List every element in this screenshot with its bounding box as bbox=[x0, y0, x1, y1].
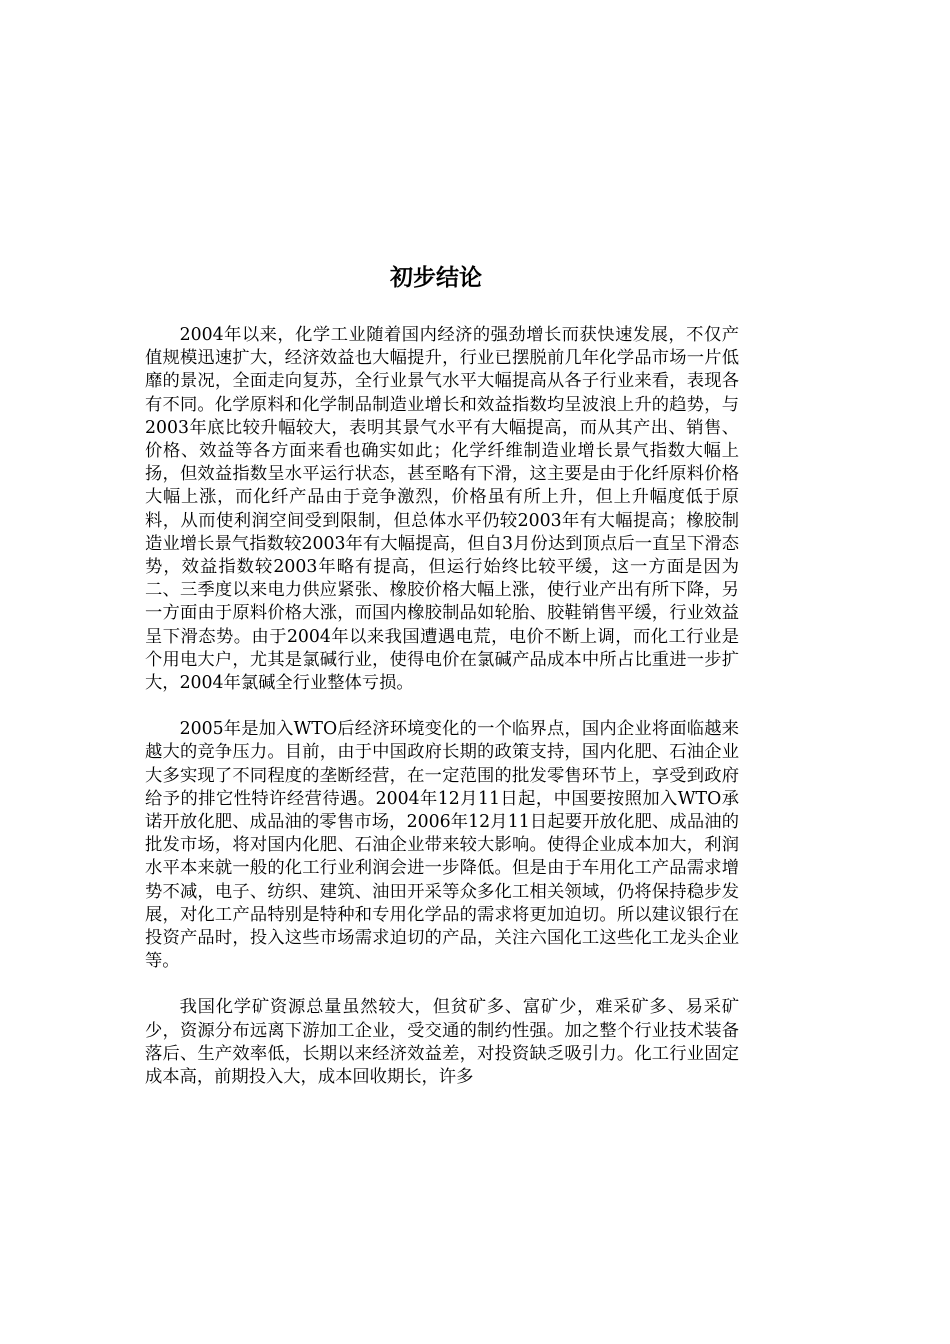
document-body bbox=[145, 324, 739, 1112]
document-title: 初步结论 bbox=[390, 265, 482, 291]
paragraph-2: 2005年是加入WTO后经济环境变化的一个临界点，国内企业将面临越来越大的竞争压力。目前，由于中国政府长期的政策支持，国内化肥、石油企业大多实现了不同程度的垄断经营，在一定范围的批发零售环节上，享受到政府给予的排它性特许经营待遇。2004年12月11日起，中国要按照加入WTO承诺开放化肥、成品油的零售市场，2006年12月11日起要开放化肥、成品油的批发市场，将对国内化肥、石油企业带来较大影响。使得企业成本加大，利润水平本来就一般的化工行业利润会进一步降低。但是由于车用化工产品需求增势不减，电子、纺织、建筑、油田开采等众多化工相关领域，仍将保持稳步发展，对化工产品特别是特种和专用化学品的需求将更加迫切。所以建议银行在投资产品时，投入这些市场需求迫切的产品，关注六国化工这些化工龙头企业等。 bbox=[145, 719, 739, 972]
paragraph-3: 我国化学矿资源总量虽然较大，但贫矿多、富矿少，难采矿多、易采矿少，资源分布远离下游加工企业，受交通的制约性强。加之整个行业技术装备落后、生产效率低，长期以来经济效益差，对投资缺乏吸引力。化工行业固定成本高，前期投入大，成本回收期长，许多 bbox=[145, 997, 739, 1088]
paragraph-1: 2004年以来，化学工业随着国内经济的强劲增长而获快速发展，不仅产值规模迅速扩大，经济效益也大幅提升，行业已摆脱前几年化学品市场一片低靡的景况，全面走向复苏，全行业景气水平大幅提高从各子行业来看，表现各有不同。化学原料和化学制品制造业增长和效益指数均呈波浪上升的趋势，与2003年底比较升幅较大，表明其景气水平有大幅提高，而从其产出、销售、价格、效益等各方面来看也确实如此；化学纤维制造业增长景气指数大幅上扬，但效益指数呈水平运行状态，甚至略有下滑，这主要是由于化纤原料价格大幅上涨，而化纤产品由于竞争激烈，价格虽有所上升，但上升幅度低于原料，从而使利润空间受到限制，但总体水平仍较2003年有大幅提高；橡胶制造业增长景气指数较2003年有大幅提高，但自3月份达到顶点后一直呈下滑态势，效益指数较2003年略有提高，但运行始终比较平缓，这一方面是因为二、三季度以来电力供应紧张、橡胶价格大幅上涨，使行业产出有所下降，另一方面由于原料价格大涨，而国内橡胶制品如轮胎、胶鞋销售平缓，行业效益呈下滑态势。由于2004年以来我国遭遇电荒，电价不断上调，而化工行业是个用电大户，尤其是氯碱行业，使得电价在氯碱产品成本中所占比重进一步扩大，2004年氯碱全行业整体亏损。 bbox=[145, 325, 739, 694]
